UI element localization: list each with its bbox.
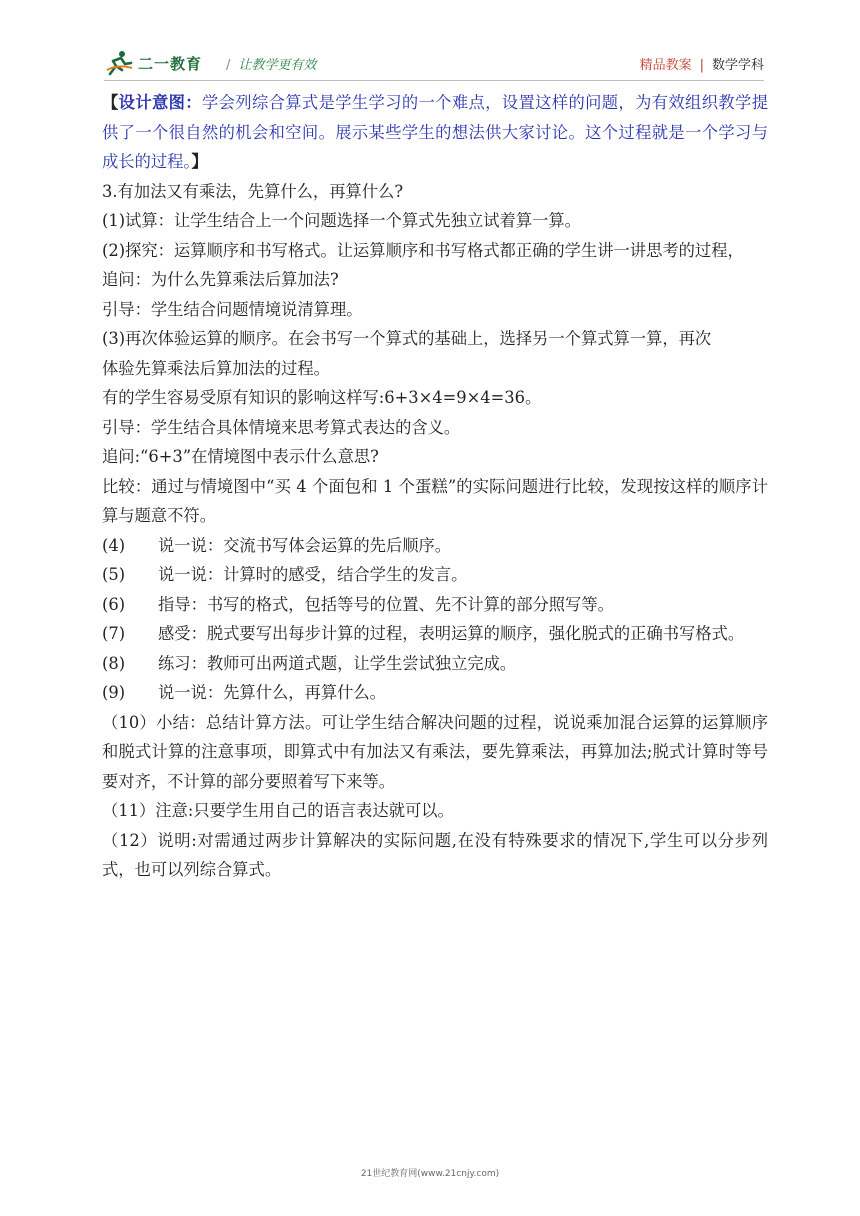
step-text: 指导：书写的格式，包括等号的位置、先不计算的部分照写等。 xyxy=(158,594,614,614)
step-text: 说一说：交流书写体会运算的先后顺序。 xyxy=(158,535,452,555)
design-intent-text: 学会列综合算式是学生学习的一个难点，设置这样的问题，为有效组织教学提供了一个很自然的机会和空间。展示某些学生的想法供大家讨论。这个过程就是一个学习与成长的过程。 xyxy=(102,93,768,171)
step-number: (8) xyxy=(102,653,126,673)
step-number: (5) xyxy=(102,565,126,584)
paragraph: 有的学生容易受原有知识的影响这样写:6+3×4=9×4=36。 xyxy=(102,388,542,407)
close-bracket: 】 xyxy=(191,152,208,171)
slash-divider: / xyxy=(226,58,231,73)
step-item xyxy=(102,531,768,561)
step-item xyxy=(102,560,768,590)
step-text: 练习：教师可出两道式题，让学生尝试独立完成。 xyxy=(158,653,517,673)
paragraph: (3)再次体验运算的顺序。在会书写一个算式的基础上，选择另一个算式算一算，再次 xyxy=(102,329,712,348)
header-right xyxy=(640,54,764,73)
step-item xyxy=(102,649,768,679)
design-intent-label: 设计意图： xyxy=(118,93,202,112)
runner-logo-icon xyxy=(104,50,134,76)
step-number: (6) xyxy=(102,594,126,614)
step-text: 感受：脱式要写出每步计算的过程，表明运算的顺序，强化脱式的正确书写格式。 xyxy=(158,624,745,643)
page-header xyxy=(104,48,764,78)
paragraph: 引导：学生结合问题情境说清算理。 xyxy=(102,299,363,319)
summary-paragraph: （10）小结：总结计算方法。可让学生结合解决问题的过程，说说乘加混合运算的运算顺序和脱式计算的注意事项，即算式中有加法又有乘法，要先算乘法，再算加法;脱式计算时等号要对齐，不计算的部分要照着写下来等。 xyxy=(102,712,768,791)
step-item xyxy=(102,590,768,620)
open-bracket: 【 xyxy=(102,93,119,112)
step-text: 说一说：先算什么，再算什么。 xyxy=(158,683,386,702)
step-text: 说一说：计算时的感受，结合学生的发言。 xyxy=(158,565,468,584)
note-paragraph: （11）注意:只要学生用自己的语言表达就可以。 xyxy=(102,801,454,820)
lesson-content xyxy=(102,88,768,885)
page-footer: 21世纪教育网(www.21cnjy.com) xyxy=(360,1169,500,1179)
paragraph: 追问:“6+3”在情境图中表示什么意思? xyxy=(102,447,379,466)
explanation-paragraph: （12）说明:对需通过两步计算解决的实际问题,在没有特殊要求的情况下,学生可以分步列式，也可以列综合算式。 xyxy=(102,830,768,879)
header-slogan xyxy=(226,54,316,73)
step-number: (9) xyxy=(102,683,126,702)
paragraph: 体验先算乘法后算加法的过程。 xyxy=(102,358,330,378)
design-intent xyxy=(102,88,768,177)
header-divider: | xyxy=(699,58,704,73)
step-number: (4) xyxy=(102,535,126,555)
paragraph: 比较：通过与情境图中“买 4 个面包和 1 个蛋糕”的实际问题进行比较，发现按这样的顺序计算与题意不符。 xyxy=(102,476,768,525)
paragraph: 引导：学生结合具体情境来思考算式表达的含义。 xyxy=(102,417,461,437)
question-heading: 3.有加法又有乘法，先算什么，再算什么? xyxy=(102,181,404,201)
paragraph: (1)试算：让学生结合上一个问题选择一个算式先独立试着算一算。 xyxy=(102,211,581,230)
logo xyxy=(104,50,202,76)
logo-text: 二一教育 xyxy=(138,54,203,73)
header-subject: 数学学科 xyxy=(711,58,764,73)
paragraph: (2)探究：运算顺序和书写格式。让运算顺序和书写格式都正确的学生讲一讲思考的过程， xyxy=(102,240,744,260)
step-item xyxy=(102,619,768,649)
step-item xyxy=(102,678,768,708)
paragraph: 追问：为什么先算乘法后算加法? xyxy=(102,270,339,289)
step-number: (7) xyxy=(102,624,126,643)
header-label: 精品教案 xyxy=(639,58,692,73)
slogan-text: 让教学更有效 xyxy=(238,58,317,73)
header-rule xyxy=(104,80,764,81)
